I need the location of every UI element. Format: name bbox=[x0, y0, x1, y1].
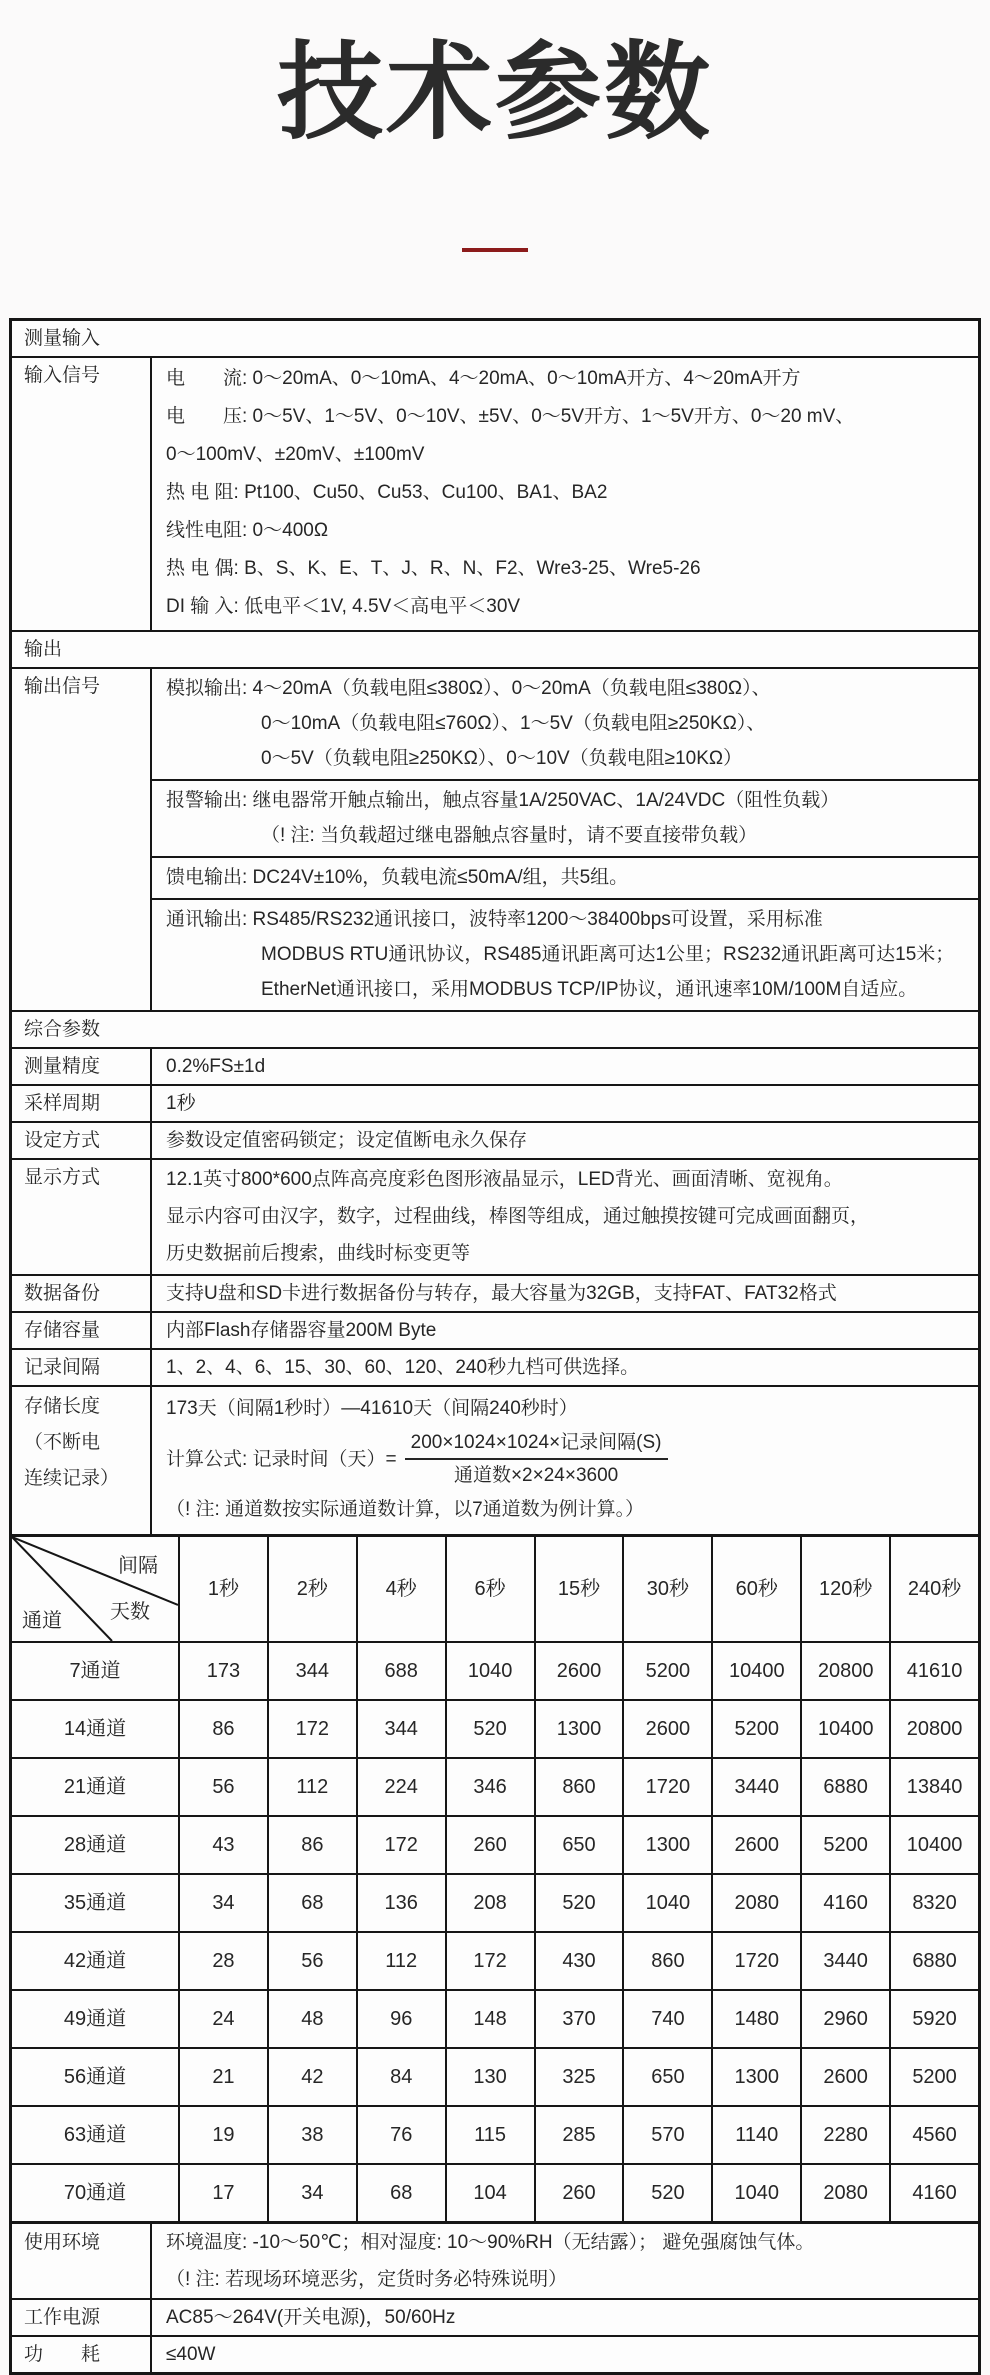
env-row-power-consumption bbox=[12, 2335, 978, 2372]
row-label bbox=[12, 1387, 152, 1534]
section-header: 综合参数 bbox=[24, 1019, 101, 1041]
channel-row bbox=[12, 1815, 978, 1873]
section-header: 输出 bbox=[24, 639, 63, 661]
days-value-cell: 21 bbox=[178, 2049, 267, 2105]
days-value-cell: 96 bbox=[356, 1991, 445, 2047]
channel-days-table bbox=[9, 1534, 981, 2224]
days-value-cell: 68 bbox=[267, 1875, 356, 1931]
text-line: （不断电 bbox=[24, 1432, 101, 1454]
days-value-cell: 2600 bbox=[534, 1643, 623, 1699]
channel-label-cell: 63通道 bbox=[63, 2124, 127, 2147]
interval-column-header: 1秒 bbox=[178, 1537, 267, 1641]
text-line: 0～10mA（负载电阻≤760Ω）、1～5V（负载电阻≥250KΩ）、 bbox=[261, 713, 766, 735]
channel-label-cell: 70通道 bbox=[63, 2182, 127, 2205]
interval-column-header: 120秒 bbox=[800, 1537, 889, 1641]
text-line: 电 流: 0～20mA、0～10mA、4～20mA、0～10mA开方、4～20mA开方 bbox=[166, 368, 801, 390]
output-subrow bbox=[152, 898, 978, 1010]
interval-column-header: 60秒 bbox=[711, 1537, 800, 1641]
text-line: 显示内容可由汉字，数字，过程曲线，棒图等组成，通过触摸按键可完成画面翻页， bbox=[166, 1206, 870, 1228]
diagonal-corner-cell bbox=[12, 1537, 178, 1641]
channel-row bbox=[12, 1699, 978, 1757]
days-value-cell: 42 bbox=[267, 2049, 356, 2105]
days-value-cell: 48 bbox=[267, 1991, 356, 2047]
spec-row-output-signal bbox=[12, 667, 978, 1010]
output-subrow bbox=[152, 779, 978, 856]
interval-column-header: 2秒 bbox=[267, 1537, 356, 1641]
days-value-cell: 148 bbox=[445, 1991, 534, 2047]
text-line: 馈电输出: DC24V±10%，负载电流≤50mA/组，共5组。 bbox=[166, 867, 629, 889]
days-value-cell: 1720 bbox=[711, 1933, 800, 1989]
formula-numerator: 200×1024×1024×记录间隔(S) bbox=[405, 1430, 668, 1460]
days-value-cell: 2080 bbox=[800, 2165, 889, 2221]
days-value-cell: 1720 bbox=[622, 1759, 711, 1815]
spec-row-display bbox=[12, 1158, 978, 1274]
row-label: 工作电源 bbox=[12, 2300, 152, 2335]
days-value-cell: 10400 bbox=[889, 1817, 978, 1873]
days-value-cell: 24 bbox=[178, 1991, 267, 2047]
days-value-cell: 520 bbox=[534, 1875, 623, 1931]
days-value-cell: 43 bbox=[178, 1817, 267, 1873]
spec-row-accuracy bbox=[12, 1047, 978, 1084]
row-label: 数据备份 bbox=[12, 1276, 152, 1311]
days-value-cell: 76 bbox=[356, 2107, 445, 2163]
days-value-cell: 2960 bbox=[800, 1991, 889, 2047]
text-line: DI 输 入: 低电平＜1V, 4.5V＜高电平＜30V bbox=[166, 596, 521, 618]
days-value-cell: 740 bbox=[622, 1991, 711, 2047]
output-subrow bbox=[152, 669, 978, 779]
days-value-cell: 650 bbox=[622, 2049, 711, 2105]
days-value-cell: 520 bbox=[622, 2165, 711, 2221]
days-value-cell: 208 bbox=[445, 1875, 534, 1931]
row-label: 存储容量 bbox=[12, 1313, 152, 1348]
text-line: EtherNet通讯接口，采用MODBUS TCP/IP协议，通讯速率10M/100M自适应。 bbox=[261, 979, 918, 1001]
days-value-cell: 172 bbox=[445, 1933, 534, 1989]
output-subrow bbox=[152, 856, 978, 898]
days-value-cell: 260 bbox=[534, 2165, 623, 2221]
row-value: 支持U盘和SD卡进行数据备份与转存，最大容量为32GB，支持FAT、FAT32格式 bbox=[166, 1283, 837, 1305]
channel-label-cell: 49通道 bbox=[63, 2008, 127, 2031]
storage-formula bbox=[166, 1430, 978, 1488]
text-line: 线性电阻: 0～400Ω bbox=[166, 520, 329, 542]
text-line: 存储长度 bbox=[24, 1396, 101, 1418]
interval-column-header: 240秒 bbox=[889, 1537, 978, 1641]
days-value-cell: 860 bbox=[622, 1933, 711, 1989]
days-value-cell: 1040 bbox=[622, 1875, 711, 1931]
text-line: 连续记录） bbox=[24, 1468, 120, 1490]
channel-table-body bbox=[12, 1641, 978, 2221]
row-value: 1秒 bbox=[166, 1093, 196, 1115]
days-value-cell: 1300 bbox=[534, 1701, 623, 1757]
days-value-cell: 2600 bbox=[622, 1701, 711, 1757]
env-row-environment bbox=[12, 2224, 978, 2298]
days-value-cell: 325 bbox=[534, 2049, 623, 2105]
days-value-cell: 86 bbox=[267, 1817, 356, 1873]
text-line: 通讯输出: RS485/RS232通讯接口，波特率1200～38400bps可设置，采用标准 bbox=[166, 909, 823, 931]
days-value-cell: 2080 bbox=[711, 1875, 800, 1931]
days-value-cell: 34 bbox=[267, 2165, 356, 2221]
days-value-cell: 344 bbox=[267, 1643, 356, 1699]
channel-label-cell: 42通道 bbox=[63, 1950, 127, 1973]
days-value-cell: 17 bbox=[178, 2165, 267, 2221]
storage-range: 173天（间隔1秒时）—41610天（间隔240秒时） bbox=[166, 1398, 578, 1420]
days-value-cell: 520 bbox=[445, 1701, 534, 1757]
text-line: 环境温度: -10～50℃；相对湿度: 10～90%RH（无结露）； 避免强腐蚀气体。 bbox=[166, 2232, 815, 2254]
spec-row-capacity bbox=[12, 1311, 978, 1348]
spec-row-backup bbox=[12, 1274, 978, 1311]
channel-label-cell: 28通道 bbox=[63, 1834, 127, 1857]
days-value-cell: 19 bbox=[178, 2107, 267, 2163]
days-value-cell: 2600 bbox=[711, 1817, 800, 1873]
days-value-cell: 68 bbox=[356, 2165, 445, 2221]
channel-row bbox=[12, 2105, 978, 2163]
days-value-cell: 6880 bbox=[889, 1933, 978, 1989]
days-value-cell: 3440 bbox=[800, 1933, 889, 1989]
days-value-cell: 41610 bbox=[889, 1643, 978, 1699]
input-signal-lines bbox=[152, 358, 978, 630]
channel-row bbox=[12, 1989, 978, 2047]
interval-column-header: 6秒 bbox=[445, 1537, 534, 1641]
days-value-cell: 136 bbox=[356, 1875, 445, 1931]
days-value-cell: 8320 bbox=[889, 1875, 978, 1931]
corner-label-interval: 间隔 bbox=[118, 1555, 158, 1578]
days-value-cell: 112 bbox=[356, 1933, 445, 1989]
section-header: 测量输入 bbox=[24, 328, 101, 350]
environment-table bbox=[9, 2221, 981, 2375]
days-value-cell: 13840 bbox=[889, 1759, 978, 1815]
row-value: 参数设定值密码锁定；设定值断电永久保存 bbox=[166, 1130, 528, 1152]
days-value-cell: 86 bbox=[178, 1701, 267, 1757]
spec-row-setting bbox=[12, 1121, 978, 1158]
channel-row bbox=[12, 2163, 978, 2221]
days-value-cell: 2280 bbox=[800, 2107, 889, 2163]
days-value-cell: 173 bbox=[178, 1643, 267, 1699]
channel-row bbox=[12, 1757, 978, 1815]
channel-row bbox=[12, 2047, 978, 2105]
row-label: 使用环境 bbox=[12, 2224, 152, 2298]
storage-length-cell bbox=[152, 1387, 978, 1534]
spec-row-interval bbox=[12, 1348, 978, 1385]
row-label: 采样周期 bbox=[12, 1086, 152, 1121]
days-value-cell: 172 bbox=[356, 1817, 445, 1873]
days-value-cell: 1040 bbox=[445, 1643, 534, 1699]
spec-table bbox=[9, 318, 981, 1537]
days-value-cell: 56 bbox=[178, 1759, 267, 1815]
row-value: ≤40W bbox=[166, 2344, 216, 2366]
interval-column-header: 30秒 bbox=[622, 1537, 711, 1641]
row-label: 测量精度 bbox=[12, 1049, 152, 1084]
text-line: 0～100mV、±20mV、±100mV bbox=[166, 444, 425, 466]
page-title: 技术参数 bbox=[277, 34, 713, 152]
days-value-cell: 1040 bbox=[711, 2165, 800, 2221]
days-value-cell: 112 bbox=[267, 1759, 356, 1815]
text-line: 模拟输出: 4～20mA（负载电阻≤380Ω）、0～20mA（负载电阻≤380Ω）、 bbox=[166, 678, 771, 700]
text-line: 热 电 偶: B、S、K、E、T、J、R、N、F2、Wre3-25、Wre5-26 bbox=[166, 558, 701, 580]
channel-label-cell: 56通道 bbox=[63, 2066, 127, 2089]
row-value: 内部Flash存储器容量200M Byte bbox=[166, 1320, 437, 1342]
days-value-cell: 5200 bbox=[622, 1643, 711, 1699]
formula-denominator: 通道数×2×24×3600 bbox=[453, 1465, 619, 1487]
days-value-cell: 688 bbox=[356, 1643, 445, 1699]
days-value-cell: 650 bbox=[534, 1817, 623, 1873]
text-line: 0～5V（负载电阻≥250KΩ）、0～10V（负载电阻≥10KΩ） bbox=[261, 748, 743, 770]
row-label: 显示方式 bbox=[12, 1160, 152, 1274]
row-label: 输出信号 bbox=[12, 669, 152, 1010]
days-value-cell: 1300 bbox=[711, 2049, 800, 2105]
days-value-cell: 28 bbox=[178, 1933, 267, 1989]
section-row-output bbox=[12, 630, 978, 667]
text-line: 报警输出: 继电器常开触点输出，触点容量1A/250VAC、1A/24VDC（阻性负载） bbox=[166, 790, 840, 812]
corner-label-channel: 通道 bbox=[22, 1610, 62, 1633]
channel-row bbox=[12, 1641, 978, 1699]
row-label: 记录间隔 bbox=[12, 1350, 152, 1385]
days-value-cell: 430 bbox=[534, 1933, 623, 1989]
section-row-measure-input bbox=[12, 321, 978, 356]
interval-column-header: 4秒 bbox=[356, 1537, 445, 1641]
days-value-cell: 5920 bbox=[889, 1991, 978, 2047]
channel-label-cell: 7通道 bbox=[69, 1660, 121, 1683]
days-value-cell: 172 bbox=[267, 1701, 356, 1757]
channel-row bbox=[12, 1873, 978, 1931]
days-value-cell: 4160 bbox=[800, 1875, 889, 1931]
row-label: 输入信号 bbox=[12, 358, 152, 630]
channel-label-cell: 21通道 bbox=[63, 1776, 127, 1799]
days-value-cell: 20800 bbox=[800, 1643, 889, 1699]
row-value: 0.2%FS±1d bbox=[166, 1056, 266, 1078]
row-label: 功 耗 bbox=[12, 2337, 152, 2372]
display-mode-lines bbox=[152, 1160, 978, 1274]
days-value-cell: 6880 bbox=[800, 1759, 889, 1815]
row-value: 1、2、4、6、15、30、60、120、240秒九档可供选择。 bbox=[166, 1357, 640, 1379]
days-value-cell: 344 bbox=[356, 1701, 445, 1757]
days-value-cell: 5200 bbox=[800, 1817, 889, 1873]
days-value-cell: 4160 bbox=[889, 2165, 978, 2221]
text-line: 历史数据前后搜索，曲线时标变更等 bbox=[166, 1243, 471, 1265]
spec-sheet-page bbox=[0, 22, 990, 2375]
channel-row bbox=[12, 1931, 978, 1989]
formula-fraction bbox=[405, 1430, 668, 1488]
days-value-cell: 10400 bbox=[711, 1643, 800, 1699]
text-line: （! 注: 当负载超过继电器触点容量时，请不要直接带负载） bbox=[261, 825, 758, 847]
days-value-cell: 4560 bbox=[889, 2107, 978, 2163]
days-value-cell: 860 bbox=[534, 1759, 623, 1815]
row-label: 设定方式 bbox=[12, 1123, 152, 1158]
days-value-cell: 346 bbox=[445, 1759, 534, 1815]
days-value-cell: 5200 bbox=[711, 1701, 800, 1757]
days-value-cell: 56 bbox=[267, 1933, 356, 1989]
title-divider bbox=[462, 248, 528, 252]
days-value-cell: 115 bbox=[445, 2107, 534, 2163]
channel-label-cell: 35通道 bbox=[63, 1892, 127, 1915]
channel-label-cell: 14通道 bbox=[63, 1718, 127, 1741]
days-value-cell: 38 bbox=[267, 2107, 356, 2163]
storage-note: （! 注: 通道数按实际通道数计算，以7通道数为例计算。） bbox=[166, 1499, 645, 1521]
text-line: （! 注: 若现场环境恶劣，定货时务必特殊说明） bbox=[166, 2269, 568, 2291]
days-value-cell: 1140 bbox=[711, 2107, 800, 2163]
days-value-cell: 5200 bbox=[889, 2049, 978, 2105]
days-value-cell: 130 bbox=[445, 2049, 534, 2105]
days-value-cell: 285 bbox=[534, 2107, 623, 2163]
days-value-cell: 370 bbox=[534, 1991, 623, 2047]
channel-table-header bbox=[12, 1537, 978, 1641]
text-line: 电 压: 0～5V、1～5V、0～10V、±5V、0～5V开方、1～5V开方、0～20 mV、 bbox=[166, 406, 855, 428]
days-value-cell: 2600 bbox=[800, 2049, 889, 2105]
env-row-power-supply bbox=[12, 2298, 978, 2335]
days-value-cell: 10400 bbox=[800, 1701, 889, 1757]
days-value-cell: 1300 bbox=[622, 1817, 711, 1873]
text-line: 12.1英寸800*600点阵高亮度彩色图形液晶显示，LED背光、画面清晰、宽视角。 bbox=[166, 1169, 843, 1191]
spec-row-sampling bbox=[12, 1084, 978, 1121]
output-signal-subrows bbox=[152, 669, 978, 1010]
row-value: AC85～264V(开关电源)，50/60Hz bbox=[166, 2307, 456, 2329]
days-value-cell: 260 bbox=[445, 1817, 534, 1873]
formula-prefix: 计算公式: 记录时间（天）= bbox=[166, 1448, 397, 1470]
days-value-cell: 570 bbox=[622, 2107, 711, 2163]
days-value-cell: 1480 bbox=[711, 1991, 800, 2047]
corner-label-days: 天数 bbox=[110, 1601, 150, 1624]
days-value-cell: 84 bbox=[356, 2049, 445, 2105]
environment-lines bbox=[152, 2224, 978, 2298]
text-line: MODBUS RTU通讯协议，RS485通讯距离可达1公里；RS232通讯距离可达15米； bbox=[261, 944, 955, 966]
days-value-cell: 20800 bbox=[889, 1701, 978, 1757]
text-line: 热 电 阻: Pt100、Cu50、Cu53、Cu100、BA1、BA2 bbox=[166, 482, 608, 504]
days-value-cell: 3440 bbox=[711, 1759, 800, 1815]
spec-row-storage-length bbox=[12, 1385, 978, 1534]
days-value-cell: 224 bbox=[356, 1759, 445, 1815]
days-value-cell: 104 bbox=[445, 2165, 534, 2221]
section-row-general bbox=[12, 1010, 978, 1047]
spec-row-input-signal bbox=[12, 356, 978, 630]
interval-column-header: 15秒 bbox=[534, 1537, 623, 1641]
interval-columns bbox=[178, 1537, 978, 1641]
days-value-cell: 34 bbox=[178, 1875, 267, 1931]
